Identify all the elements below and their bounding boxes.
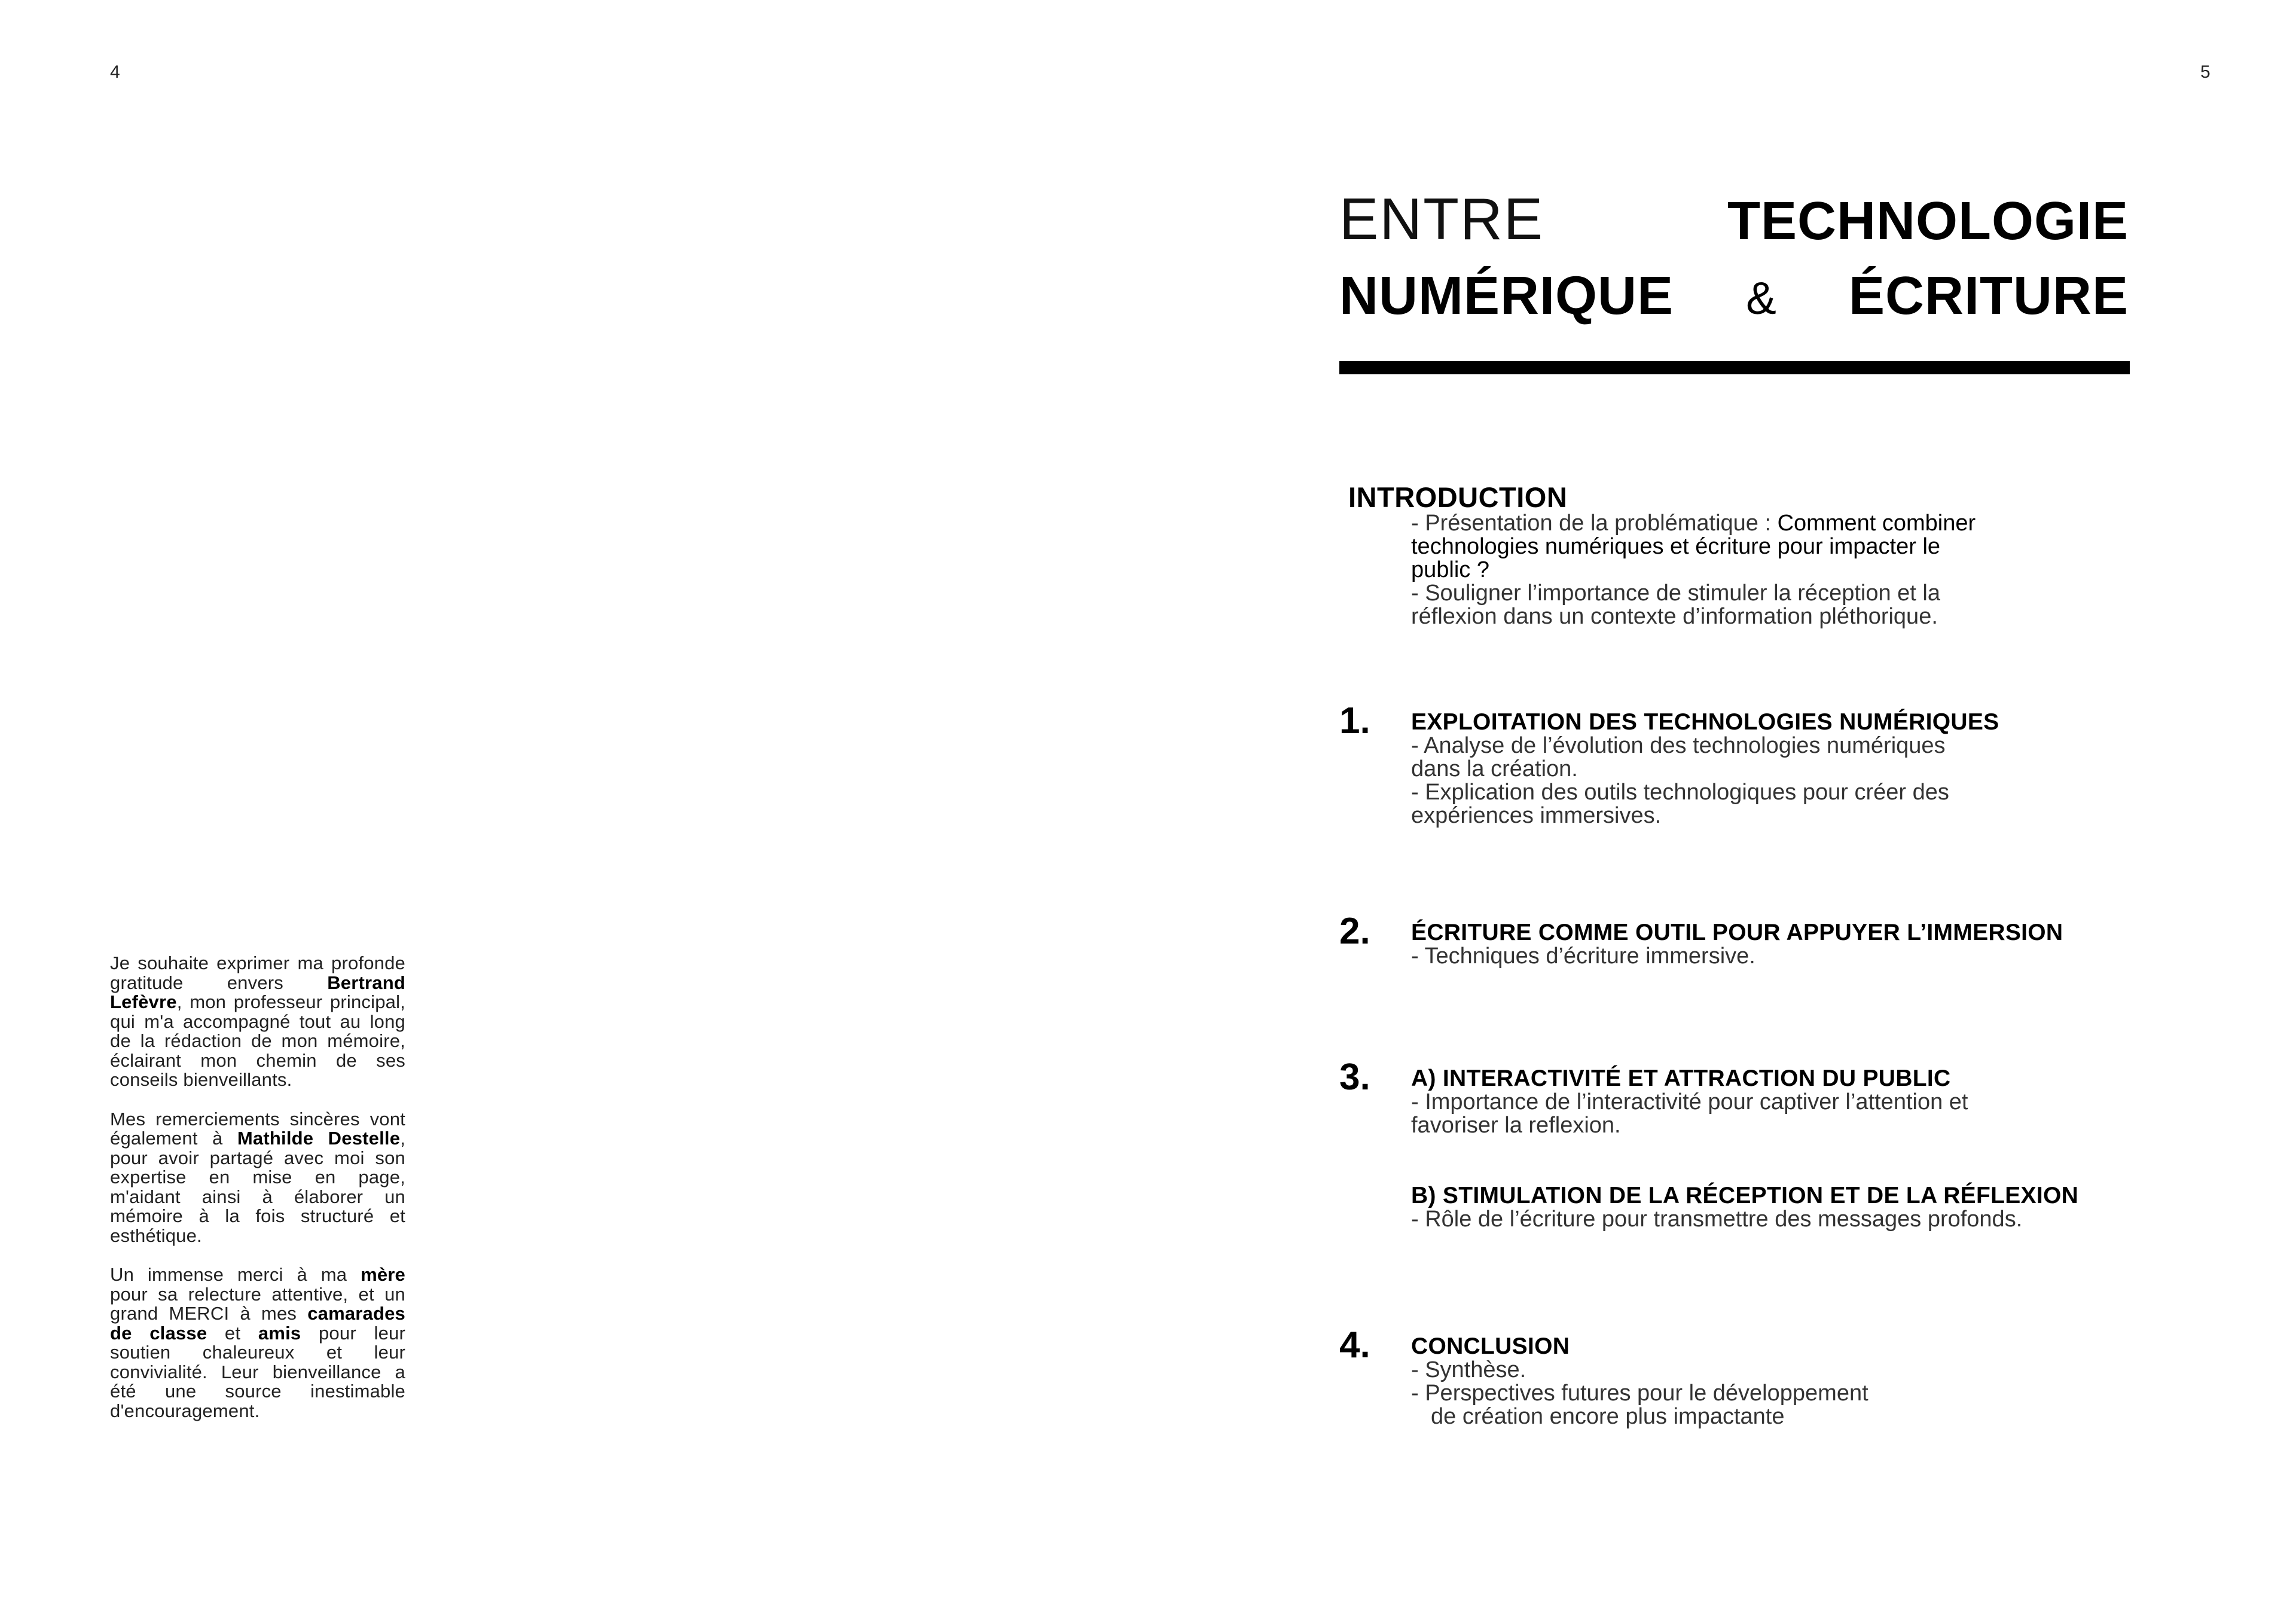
name-bertrand: Bertrand Lefèvre xyxy=(110,972,405,1012)
toc-section-3a: A) INTERACTIVITÉ ET ATTRACTION DU PUBLIC - Importance de l’interactivité pour captiver l’attention et favoriser la reflexion. xyxy=(1411,1067,2152,1137)
title-row-2 xyxy=(1339,265,2129,327)
page-number-right: 5 xyxy=(2200,62,2210,82)
section-number-4: 4. xyxy=(1339,1324,1370,1366)
section-heading-2: ÉCRITURE COMME OUTIL POUR APPUYER L’IMMERSION xyxy=(1411,920,2063,945)
title-underline xyxy=(1339,361,2130,374)
toc-introduction-heading: INTRODUCTION xyxy=(1348,481,1568,513)
title-word-technologie: TECHNOLOGIE xyxy=(1727,191,2129,251)
ack-paragraph-3: Un immense merci à ma mère pour sa relecture attentive, et un grand MERCI à mes camarades de classe et amis pour leur soutien chaleureux et leur convivialité. Leur bienveillance a été une source inestimable d'encouragement. xyxy=(110,1264,405,1421)
section-number-2: 2. xyxy=(1339,911,1370,952)
ack-paragraph-1: Je souhaite exprimer ma profonde gratitude envers Bertrand Lefèvre, mon professeur principal, qui m'a accompagné tout au long de la rédaction de mon mémoire, éclairant mon chemin de ses conseils bienveillants. xyxy=(110,953,405,1090)
ack-paragraph-2: Mes remerciements sincères vont également à Mathilde Destelle, pour avoir partagé avec moi son expertise en mise en page, m'aidant ainsi à élaborer un mémoire à la fois structuré et esthétique. xyxy=(110,1108,406,1246)
page-number-left: 4 xyxy=(110,62,120,82)
section-number-1: 1. xyxy=(1339,700,1370,741)
title-ampersand: & xyxy=(1746,273,1776,324)
toc-section-3b: B) STIMULATION DE LA RÉCEPTION ET DE LA RÉFLEXION - Rôle de l’écriture pour transmettre des messages profonds. xyxy=(1411,1184,2152,1231)
toc-introduction-body: - Présentation de la problématique : Comment combiner technologies numériques et écriture pour impacter le public ? - Souligner l’importance de stimuler la réception et la réflexion dans un contexte d’information pléthorique. xyxy=(1411,511,1976,629)
title-word-ecriture: ÉCRITURE xyxy=(1848,266,2129,326)
title-row-1 xyxy=(1339,185,2129,253)
acknowledgements xyxy=(110,954,405,1440)
section-heading-3b: B) STIMULATION DE LA RÉCEPTION ET DE LA RÉFLEXION xyxy=(1411,1183,2079,1208)
toc-section-2: ÉCRITURE COMME OUTIL POUR APPUYER L’IMMERSION - Techniques d’écriture immersive. xyxy=(1411,921,2152,968)
section-heading-4: CONCLUSION xyxy=(1411,1333,1570,1359)
toc-section-1: EXPLOITATION DES TECHNOLOGIES NUMÉRIQUES - Analyse de l’évolution des technologies numériques dans la création. - Explication des outils technologiques pour créer des expériences immersives. xyxy=(1411,710,2152,828)
title-word-entre: ENTRE xyxy=(1339,186,1544,252)
section-heading-1: EXPLOITATION DES TECHNOLOGIES NUMÉRIQUES xyxy=(1411,709,1999,735)
title-word-numerique: NUMÉRIQUE xyxy=(1339,266,1674,326)
toc-section-4: CONCLUSION - Synthèse. - Perspectives futures pour le développement de création encore plus impactante xyxy=(1411,1335,2152,1428)
name-mathilde: Mathilde Destelle xyxy=(237,1128,401,1149)
section-heading-3a: A) INTERACTIVITÉ ET ATTRACTION DU PUBLIC xyxy=(1411,1066,1951,1091)
section-number-3: 3. xyxy=(1339,1057,1370,1098)
